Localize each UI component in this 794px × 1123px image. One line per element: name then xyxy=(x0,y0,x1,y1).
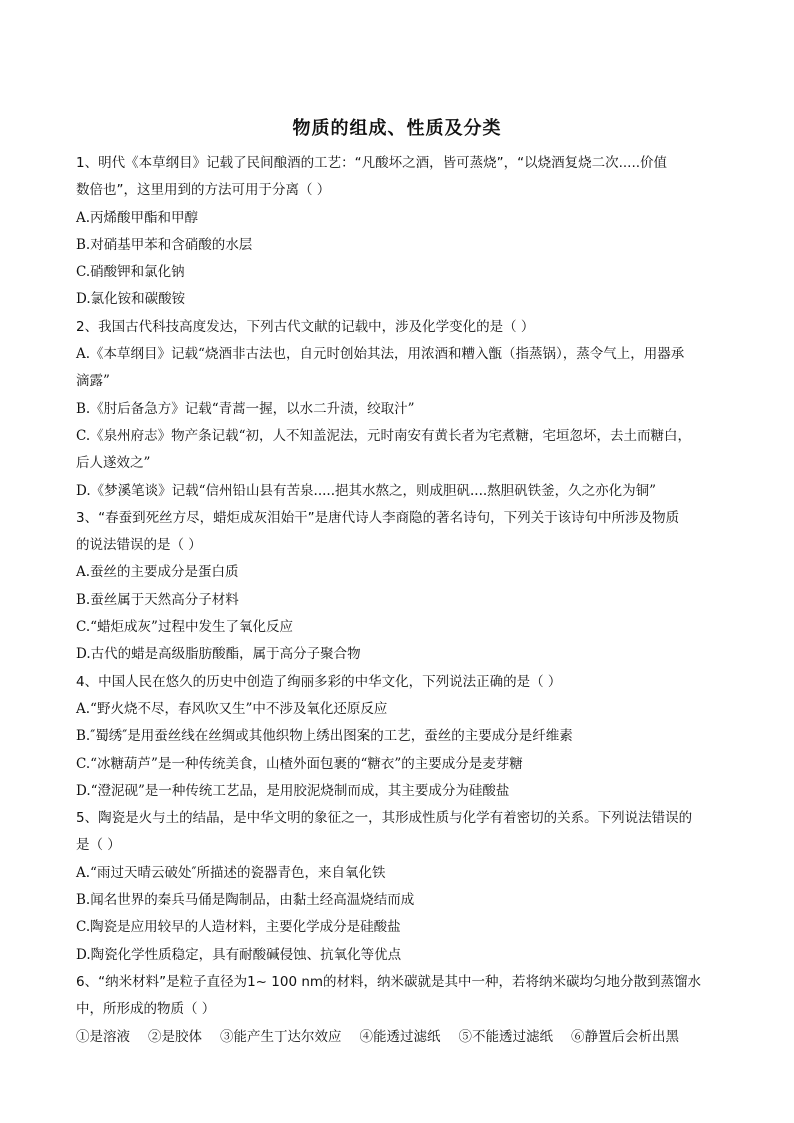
question-list xyxy=(76,150,726,1051)
answer-option xyxy=(76,587,726,614)
answer-option xyxy=(76,286,726,313)
answer-option-line: A.“雨过天晴云破处″所描述的瓷器青色，来自氧化铁 xyxy=(76,864,386,881)
answer-option xyxy=(76,696,726,723)
answer-option xyxy=(76,778,726,805)
answer-option xyxy=(76,751,726,778)
answer-option-line: D.氯化铵和碳酸铵 xyxy=(76,291,186,308)
answer-option-line: D.古代的蜡是高级脂肪酸酯，属于高分子聚合物 xyxy=(76,646,361,663)
answer-option xyxy=(76,205,726,232)
inline-option: ①是溶液 xyxy=(76,1028,130,1045)
question-stem-line: 的说法错误的是（ ） xyxy=(76,537,202,554)
inline-option: ②是胶体 xyxy=(148,1028,202,1045)
inline-option: ⑥静置后会析出黑 xyxy=(571,1028,679,1045)
question-stem-line: 中，所形成的物质（ ） xyxy=(76,1001,216,1018)
document-title: 物质的组成、性质及分类 xyxy=(292,118,502,139)
answer-option-line: C.陶瓷是应用较早的人造材料，主要化学成分是硅酸盐 xyxy=(76,919,401,936)
answer-option-line: B.蚕丝属于天然高分子材料 xyxy=(76,591,239,608)
question-4 xyxy=(76,669,726,805)
inline-option: ③能产生丁达尔效应 xyxy=(220,1028,342,1045)
answer-option-line: B.″蜀绣″是用蚕丝线在丝绸或其他织物上绣出图案的工艺，蚕丝的主要成分是纤维素 xyxy=(76,728,573,745)
question-1 xyxy=(76,150,726,314)
question-stem-line: 是（ ） xyxy=(76,837,121,854)
answer-option xyxy=(76,942,726,969)
answer-option-line: B.对硝基甲苯和含硝酸的水层 xyxy=(76,236,253,253)
answer-option-line: A.“野火烧不尽，春风吹又生”中不涉及氧化还原反应 xyxy=(76,700,388,717)
answer-option-line: A.蚕丝的主要成分是蛋白质 xyxy=(76,564,239,581)
answer-option-line: D.“澄泥砚”是一种传统工艺品，是用胶泥烧制而成，其主要成分为硅酸盐 xyxy=(76,782,510,799)
inline-option: ⑤不能透过滤纸 xyxy=(458,1028,553,1045)
answer-option xyxy=(76,423,726,478)
answer-option xyxy=(76,723,726,750)
question-3 xyxy=(76,505,726,669)
answer-option-line: C.《泉州府志》物产条记载“初，人不知盖泥法，元时南安有黄长者为宅煮糖，宅垣忽坏，去土而糖白， xyxy=(76,427,692,444)
answer-option xyxy=(76,860,726,887)
question-stem-line: 数倍也”，这里用到的方法可用于分离（ ） xyxy=(76,182,331,199)
answer-option-line: D.陶瓷化学性质稳定，具有耐酸碱侵蚀、抗氧化等优点 xyxy=(76,946,402,963)
answer-option xyxy=(76,914,726,941)
answer-option-line: A.丙烯酸甲酯和甲醇 xyxy=(76,209,199,226)
question-stem-line: 2、我国古代科技高度发达，下列古代文献的记载中，涉及化学变化的是（ ） xyxy=(76,318,535,335)
answer-option-line: B.《肘后备急方》记载“青蒿一握，以水二升渍，绞取汁” xyxy=(76,400,415,417)
answer-option xyxy=(76,559,726,586)
question-stem-line: 4、中国人民在悠久的历史中创造了绚丽多彩的中华文化，下列说法正确的是（ ） xyxy=(76,673,562,690)
answer-option xyxy=(76,232,726,259)
answer-option-line: 后人遂效之” xyxy=(76,455,151,472)
question-stem-line: 5、陶瓷是火与土的结晶，是中华文明的象征之一，其形成性质与化学有着密切的关系。下列说法错误的 xyxy=(76,810,693,827)
answer-option xyxy=(76,396,726,423)
answer-option-line: C.“冰糖葫芦”是一种传统美食，山楂外面包裹的“糖衣”的主要成分是麦芽糖 xyxy=(76,755,523,772)
answer-option-line: A.《本草纲目》记载“烧酒非古法也，自元时创始其法，用浓酒和糟入甑（指蒸锅），蒸令气上，用器承 xyxy=(76,346,685,363)
question-6 xyxy=(76,969,726,1051)
inline-options-row xyxy=(76,1024,726,1051)
answer-option xyxy=(76,341,726,396)
answer-option-line: D.《梦溪笔谈》记载“信州铅山县有苦泉.....挹其水熬之，则成胆矾....熬胆矾铁釜，久之亦化为铜” xyxy=(76,482,657,499)
answer-option-line: C.“蜡炬成灰”过程中发生了氧化反应 xyxy=(76,619,293,636)
question-2 xyxy=(76,314,726,505)
answer-option xyxy=(76,478,726,505)
answer-option-line: 滴露” xyxy=(76,373,110,390)
answer-option-line: C.硝酸钾和氯化钠 xyxy=(76,264,185,281)
question-stem-line: 6、“纳米材料”是粒子直径为1~ 100 nm的材料，纳米碳就是其中一种，若将纳米碳均匀地分散到蒸馏水 xyxy=(76,973,702,990)
answer-option xyxy=(76,887,726,914)
answer-option xyxy=(76,259,726,286)
answer-option xyxy=(76,641,726,668)
question-stem-line: 3、“春蚕到死丝方尽，蜡炬成灰泪始干”是唐代诗人李商隐的著名诗句，下列关于该诗句中所涉及物质 xyxy=(76,509,680,526)
question-stem-line: 1、明代《本草纲目》记载了民间酿酒的工艺：“凡酸坏之酒，皆可蒸烧”，“以烧酒复烧二次.....价值 xyxy=(76,155,668,171)
question-5 xyxy=(76,805,726,969)
answer-option-line: B.闻名世界的秦兵马俑是陶制品，由黏土经高温烧结而成 xyxy=(76,892,415,909)
inline-option: ④能透过滤纸 xyxy=(359,1028,441,1045)
answer-option xyxy=(76,614,726,641)
